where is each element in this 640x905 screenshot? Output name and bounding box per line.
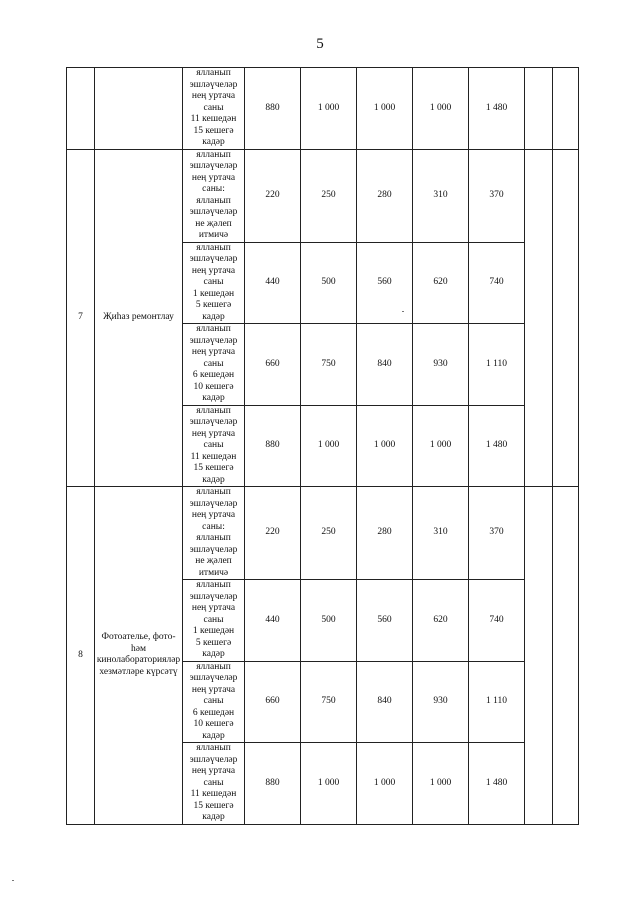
service-name: Фотоательe, фото- һәм кинолабораторияләр хезмәтләре күрсәтү: [95, 487, 183, 825]
value-cell: 930: [413, 324, 469, 406]
employee-count-line: ялланып: [196, 405, 231, 416]
employee-count-line: ялланып: [196, 487, 231, 497]
employee-count-line: ялланып: [196, 661, 231, 672]
employee-count-cell: [183, 487, 245, 580]
employee-count-line: нең уртача: [191, 265, 236, 276]
value-cell: 250: [301, 487, 357, 580]
employee-count-line: 11 кешедән: [190, 114, 237, 124]
employee-count-cell: [183, 324, 245, 406]
value-cell: 1 000: [301, 405, 357, 487]
empty-cell: [525, 487, 553, 825]
employee-count-line: эшләүчеләр: [189, 673, 238, 683]
row-number: 8: [67, 487, 95, 825]
employee-count-line: эшләүчеләр: [189, 417, 238, 427]
employee-count-line: эшләүчеләр: [189, 498, 238, 509]
employee-count-line: не җәлеп: [195, 218, 232, 229]
employee-count-line: эшләүчеләр: [189, 544, 238, 555]
value-cell: 880: [245, 743, 301, 825]
table-row: [67, 487, 579, 580]
value-cell: 840: [357, 324, 413, 406]
employee-count-line: саны: [203, 102, 224, 113]
employee-count-line: саны: [203, 777, 224, 788]
value-cell: 1 480: [469, 405, 525, 487]
value-cell: 220: [245, 149, 301, 242]
employee-count-line: 15 кешегә: [193, 125, 234, 136]
employee-count-line: эшләүчеләр: [189, 161, 238, 171]
employee-count-line: 10 кешегә: [193, 381, 234, 392]
row-number: 7: [67, 149, 95, 487]
value-cell: 280: [357, 487, 413, 580]
value-cell: 500: [301, 242, 357, 324]
employee-count-line: кадәр: [202, 730, 225, 741]
row-number: [67, 68, 95, 150]
table-row: [67, 68, 579, 150]
employee-count-line: эшләүчеләр: [189, 754, 238, 765]
employee-count-line: 6 кешедән: [192, 707, 235, 718]
employee-count-cell: [183, 580, 245, 662]
employee-count-cell: [183, 405, 245, 487]
table-row: [67, 149, 579, 242]
employee-count-cell: [183, 242, 245, 324]
empty-cell: [525, 68, 553, 150]
employee-count-line: нең уртача: [191, 91, 236, 101]
value-cell: 1 000: [413, 743, 469, 825]
empty-cell: [553, 487, 579, 825]
value-cell: 220: [245, 487, 301, 580]
employee-count-line: ялланып: [196, 324, 231, 334]
value-cell: 840: [357, 661, 413, 743]
value-cell: 620: [413, 580, 469, 662]
employee-count-line: 15 кешегә: [193, 463, 234, 473]
value-cell: 440: [245, 580, 301, 662]
value-cell: 660: [245, 324, 301, 406]
value-cell: 750: [301, 661, 357, 743]
employee-count-line: 11 кешедән: [190, 789, 237, 799]
employee-count-line: ялланып: [196, 743, 231, 753]
employee-count-line: кадәр: [202, 393, 225, 403]
employee-count-line: не җәлеп: [195, 556, 232, 566]
employee-count-line: ялланып: [196, 242, 231, 253]
value-cell: 1 000: [301, 743, 357, 825]
service-name: Җиһаз ремонтлау: [95, 149, 183, 487]
value-cell: 1 000: [357, 68, 413, 150]
value-cell: 1 000: [301, 68, 357, 150]
employee-count-line: 15 кешегә: [193, 800, 234, 811]
value-cell: 310: [413, 487, 469, 580]
value-cell: 310: [413, 149, 469, 242]
employee-count-line: нең уртача: [191, 603, 236, 613]
employee-count-line: 1 кешедән: [192, 288, 235, 299]
value-cell: 1 480: [469, 68, 525, 150]
value-cell: 1 480: [469, 743, 525, 825]
value-cell: 560: [357, 580, 413, 662]
value-cell: 740: [469, 242, 525, 324]
scan-speck: [402, 311, 404, 312]
empty-cell: [553, 149, 579, 487]
employee-count-line: саны:: [202, 521, 225, 532]
employee-count-line: ялланып: [196, 68, 231, 78]
employee-count-cell: [183, 743, 245, 825]
employee-count-line: ялланып: [196, 195, 231, 206]
value-cell: 1 000: [357, 405, 413, 487]
value-cell: 740: [469, 580, 525, 662]
employee-count-cell: [183, 68, 245, 150]
value-cell: 930: [413, 661, 469, 743]
value-cell: 1 110: [469, 661, 525, 743]
employee-count-line: кадәр: [202, 137, 225, 147]
employee-count-line: кадәр: [202, 311, 225, 322]
employee-count-line: 5 кешегә: [195, 300, 232, 310]
employee-count-line: итмичә: [198, 230, 229, 240]
value-cell: 280: [357, 149, 413, 242]
value-cell: 1 000: [413, 68, 469, 150]
employee-count-line: саны: [203, 614, 224, 625]
value-cell: 1 110: [469, 324, 525, 406]
employee-count-line: саны: [203, 440, 224, 450]
value-cell: 660: [245, 661, 301, 743]
employee-count-line: 10 кешегә: [193, 719, 234, 729]
empty-cell: [553, 68, 579, 150]
employee-count-line: саны: [203, 358, 224, 369]
scan-speck: [12, 880, 14, 881]
employee-count-line: эшләүчеләр: [189, 335, 238, 346]
employee-count-line: нең уртача: [191, 347, 236, 357]
tariff-table: [66, 67, 579, 825]
employee-count-line: эшләүчеләр: [189, 79, 238, 90]
value-cell: 750: [301, 324, 357, 406]
employee-count-line: кадәр: [202, 474, 225, 485]
value-cell: 1 000: [413, 405, 469, 487]
value-cell: 370: [469, 149, 525, 242]
employee-count-line: нең уртача: [191, 172, 236, 183]
value-cell: 370: [469, 487, 525, 580]
employee-count-line: 1 кешедән: [192, 626, 235, 636]
value-cell: 500: [301, 580, 357, 662]
employee-count-line: эшләүчеләр: [189, 207, 238, 217]
value-cell: 440: [245, 242, 301, 324]
employee-count-line: ялланып: [196, 533, 231, 543]
employee-count-cell: [183, 149, 245, 242]
employee-count-cell: [183, 661, 245, 743]
employee-count-line: саны:: [202, 184, 225, 194]
value-cell: 880: [245, 68, 301, 150]
employee-count-line: ялланып: [196, 149, 231, 160]
employee-count-line: кадәр: [202, 649, 225, 659]
value-cell: 880: [245, 405, 301, 487]
employee-count-line: саны: [203, 696, 224, 706]
value-cell: 560: [357, 242, 413, 324]
service-name: [95, 68, 183, 150]
employee-count-line: эшләүчеләр: [189, 254, 238, 264]
employee-count-line: 5 кешегә: [195, 637, 232, 648]
value-cell: 1 000: [357, 743, 413, 825]
page-number: 5: [316, 36, 324, 52]
employee-count-line: итмичә: [198, 567, 229, 578]
employee-count-line: саны: [203, 277, 224, 287]
employee-count-line: эшләүчеләр: [189, 591, 238, 602]
value-cell: 250: [301, 149, 357, 242]
employee-count-line: 11 кешедән: [190, 451, 237, 462]
employee-count-line: нең уртача: [191, 684, 236, 695]
employee-count-line: ялланып: [196, 580, 231, 590]
employee-count-line: 6 кешедән: [192, 370, 235, 380]
employee-count-line: нең уртача: [191, 766, 236, 776]
employee-count-line: нең уртача: [191, 428, 236, 439]
employee-count-line: кадәр: [202, 812, 225, 822]
value-cell: 620: [413, 242, 469, 324]
empty-cell: [525, 149, 553, 487]
employee-count-line: нең уртача: [191, 510, 236, 520]
